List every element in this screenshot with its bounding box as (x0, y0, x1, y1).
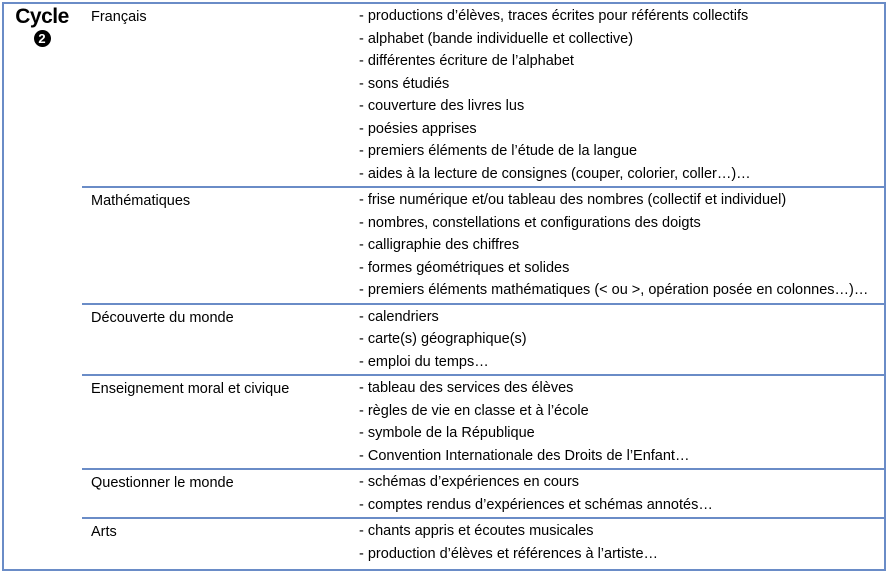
table-row-mathematiques (82, 188, 886, 305)
list-item: - calendriers (359, 308, 439, 325)
subject-label: Français (91, 9, 147, 25)
cycle-heading (4, 4, 80, 48)
list-item: - différentes écriture de l’alphabet (359, 53, 574, 69)
table-row-enseignement-moral (82, 376, 886, 470)
list-item: - sons étudiés (359, 75, 450, 92)
subject-label: Mathématiques (91, 193, 191, 209)
list-item: - emploi du temps… (359, 353, 489, 370)
list-item: - comptes rendus d’expériences et schémas annotés… (359, 496, 713, 513)
list-item: - couverture des livres lus (359, 98, 525, 114)
table-row-francais (82, 4, 886, 188)
list-item: - poésies apprises (359, 120, 477, 137)
subject-label: Arts (91, 524, 117, 540)
subject-label: Découverte du monde (91, 309, 234, 326)
list-item: - formes géométriques et solides (359, 259, 570, 276)
list-item: - frise numérique et/ou tableau des nombres (collectif et individuel) (359, 192, 787, 208)
list-item: - production d’élèves et références à l’artiste… (359, 545, 659, 562)
list-item: - alphabet (bande individuelle et collective) (359, 30, 634, 47)
list-item: - carte(s) géographique(s) (359, 331, 527, 347)
list-item: - schémas d’expériences en cours (359, 474, 580, 490)
list-item: - productions d’élèves, traces écrites pour référents collectifs (359, 8, 749, 24)
subject-label: Questionner le monde (91, 475, 234, 491)
list-item: - règles de vie en classe et à l’école (359, 402, 589, 419)
list-item: - aides à la lecture de consignes (couper, colorier, coller…)… (359, 165, 751, 182)
list-item: - symbole de la République (359, 425, 535, 441)
list-item: - calligraphie des chiffres (359, 237, 520, 253)
list-item: - Convention Internationale des Droits de l’Enfant… (359, 447, 690, 464)
table-row-arts (82, 519, 886, 566)
cycle-number-badge: 2 (34, 30, 51, 47)
cycle-title: Cycle (15, 5, 69, 28)
subject-label: Enseignement moral et civique (91, 381, 290, 397)
list-item: - premiers éléments de l’étude de la langue (359, 143, 638, 159)
list-item: - tableau des services des élèves (359, 380, 574, 396)
list-item: - premiers éléments mathématiques (< ou >, opération posée en colonnes…)… (359, 282, 869, 298)
subjects-table (82, 4, 886, 566)
table-row-decouverte-du-monde (82, 305, 886, 377)
list-item: - chants appris et écoutes musicales (359, 523, 594, 539)
list-item: - nombres, constellations et configurations des doigts (359, 214, 701, 231)
table-row-questionner-le-monde (82, 470, 886, 519)
